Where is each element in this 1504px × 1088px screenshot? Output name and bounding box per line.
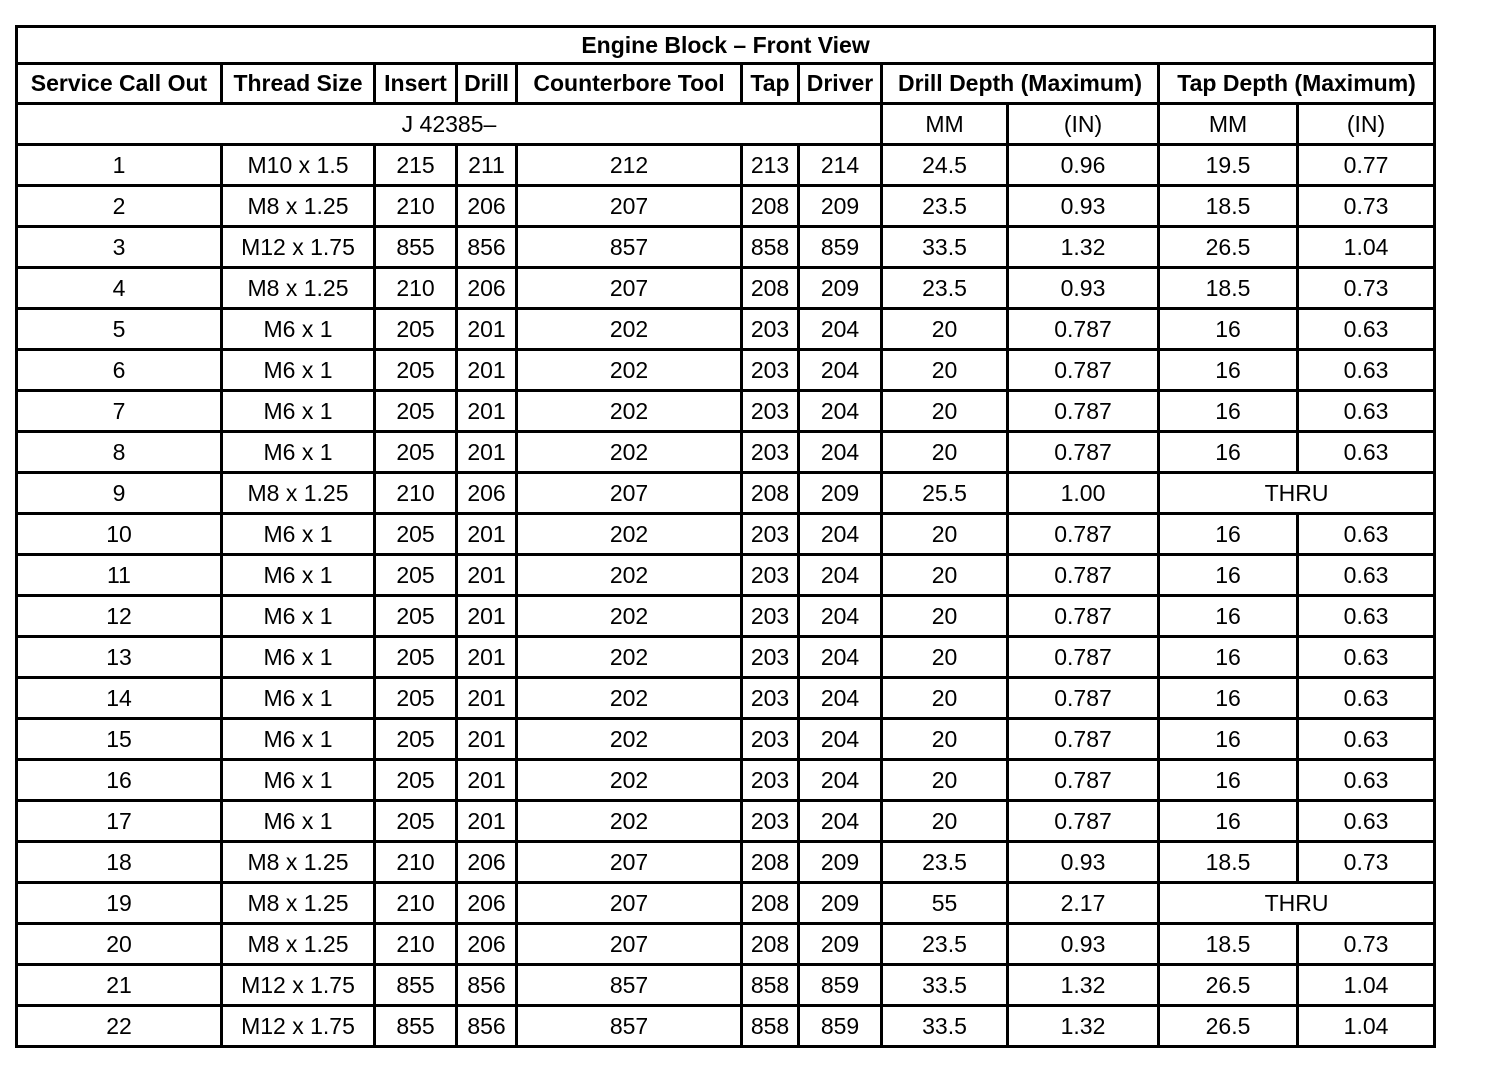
driver-cell: 209	[799, 473, 882, 514]
insert-cell: 210	[375, 186, 457, 227]
callout-cell: 1	[17, 145, 222, 186]
drill-cell: 206	[457, 883, 517, 924]
tap-cell: 203	[742, 596, 799, 637]
insert-cell: 210	[375, 842, 457, 883]
tap-depth-in-cell: 0.63	[1298, 637, 1435, 678]
tap-depth-in-cell: 0.63	[1298, 760, 1435, 801]
table-row	[17, 555, 1435, 596]
thread-size-cell: M8 x 1.25	[222, 186, 375, 227]
tap-depth-in-cell: 0.77	[1298, 145, 1435, 186]
insert-cell: 210	[375, 924, 457, 965]
drill-depth-in-cell: 0.787	[1008, 555, 1159, 596]
callout-cell: 15	[17, 719, 222, 760]
counterbore-cell: 207	[517, 842, 742, 883]
driver-cell: 859	[799, 965, 882, 1006]
drill-depth-mm-cell: 20	[882, 637, 1008, 678]
callout-cell: 7	[17, 391, 222, 432]
drill-depth-in-cell: 1.00	[1008, 473, 1159, 514]
thread-size-cell: M6 x 1	[222, 760, 375, 801]
tap-depth-mm-cell: 16	[1159, 555, 1298, 596]
tap-cell: 203	[742, 637, 799, 678]
tap-cell: 208	[742, 883, 799, 924]
driver-cell: 204	[799, 760, 882, 801]
drill-cell: 856	[457, 965, 517, 1006]
counterbore-cell: 202	[517, 760, 742, 801]
counterbore-cell: 857	[517, 1006, 742, 1047]
drill-depth-in-cell: 1.32	[1008, 965, 1159, 1006]
callout-cell: 20	[17, 924, 222, 965]
counterbore-cell: 202	[517, 514, 742, 555]
thread-size-cell: M6 x 1	[222, 678, 375, 719]
drill-depth-in-cell: 0.93	[1008, 842, 1159, 883]
tap-cell: 203	[742, 309, 799, 350]
tap-cell: 203	[742, 719, 799, 760]
thread-size-cell: M6 x 1	[222, 719, 375, 760]
drill-depth-in-cell: 0.93	[1008, 186, 1159, 227]
tap-cell: 208	[742, 268, 799, 309]
thread-size-cell: M6 x 1	[222, 391, 375, 432]
callout-cell: 13	[17, 637, 222, 678]
drill-cell: 201	[457, 432, 517, 473]
callout-cell: 11	[17, 555, 222, 596]
drill-cell: 201	[457, 391, 517, 432]
tap-cell: 858	[742, 227, 799, 268]
drill-cell: 206	[457, 473, 517, 514]
tap-cell: 213	[742, 145, 799, 186]
callout-cell: 22	[17, 1006, 222, 1047]
insert-cell: 205	[375, 719, 457, 760]
tap-depth-mm-cell: 16	[1159, 391, 1298, 432]
tap-depth-mm-cell: 18.5	[1159, 268, 1298, 309]
counterbore-cell: 207	[517, 186, 742, 227]
tap-depth-mm-cell: 18.5	[1159, 924, 1298, 965]
header-service-call-out: Service Call Out	[17, 64, 222, 104]
table-row	[17, 391, 1435, 432]
counterbore-cell: 202	[517, 801, 742, 842]
driver-cell: 209	[799, 924, 882, 965]
tap-depth-mm-cell: 16	[1159, 350, 1298, 391]
drill-depth-mm-cell: 33.5	[882, 965, 1008, 1006]
drill-depth-mm-cell: 24.5	[882, 145, 1008, 186]
tap-depth-in-cell: 1.04	[1298, 1006, 1435, 1047]
header-thread-size: Thread Size	[222, 64, 375, 104]
drill-depth-in-cell: 0.787	[1008, 309, 1159, 350]
tap-depth-in-cell: 1.04	[1298, 965, 1435, 1006]
tap-depth-mm-cell: 16	[1159, 760, 1298, 801]
drill-depth-in-cell: 1.32	[1008, 227, 1159, 268]
header-row	[17, 64, 1435, 104]
drill-cell: 211	[457, 145, 517, 186]
drill-cell: 856	[457, 1006, 517, 1047]
tap-cell: 208	[742, 842, 799, 883]
drill-depth-mm-cell: 20	[882, 719, 1008, 760]
drill-depth-mm-cell: 20	[882, 350, 1008, 391]
drill-cell: 201	[457, 555, 517, 596]
drill-depth-mm-cell: 33.5	[882, 227, 1008, 268]
table-row	[17, 145, 1435, 186]
table-row	[17, 637, 1435, 678]
insert-cell: 205	[375, 637, 457, 678]
driver-cell: 204	[799, 514, 882, 555]
tap-depth-in-cell: 0.73	[1298, 842, 1435, 883]
counterbore-cell: 202	[517, 637, 742, 678]
drill-cell: 201	[457, 350, 517, 391]
tap-depth-mm-cell: 16	[1159, 514, 1298, 555]
counterbore-cell: 202	[517, 678, 742, 719]
tap-depth-in-cell: 0.73	[1298, 186, 1435, 227]
thread-size-cell: M6 x 1	[222, 555, 375, 596]
tap-depth-mm-cell: 18.5	[1159, 186, 1298, 227]
callout-cell: 4	[17, 268, 222, 309]
tap-depth-mm-cell: 19.5	[1159, 145, 1298, 186]
tool-prefix: J 42385–	[17, 104, 882, 145]
insert-cell: 205	[375, 432, 457, 473]
thread-size-cell: M8 x 1.25	[222, 883, 375, 924]
drill-cell: 856	[457, 227, 517, 268]
drill-depth-in-cell: 0.93	[1008, 924, 1159, 965]
drill-cell: 201	[457, 801, 517, 842]
insert-cell: 205	[375, 678, 457, 719]
tap-depth-mm-cell: 16	[1159, 678, 1298, 719]
tap-depth-mm-cell: 16	[1159, 801, 1298, 842]
tap-cell: 858	[742, 965, 799, 1006]
drill-depth-mm-cell: 20	[882, 760, 1008, 801]
thread-size-cell: M6 x 1	[222, 801, 375, 842]
drill-depth-in-cell: 0.787	[1008, 760, 1159, 801]
insert-cell: 855	[375, 227, 457, 268]
drill-depth-in-cell: 0.787	[1008, 596, 1159, 637]
drill-depth-in-cell: 0.787	[1008, 801, 1159, 842]
drill-cell: 206	[457, 842, 517, 883]
tap-depth-in-cell: 0.63	[1298, 432, 1435, 473]
thread-size-cell: M8 x 1.25	[222, 924, 375, 965]
insert-cell: 205	[375, 514, 457, 555]
thread-size-cell: M8 x 1.25	[222, 268, 375, 309]
tap-depth-mm-cell: 16	[1159, 432, 1298, 473]
counterbore-cell: 212	[517, 145, 742, 186]
callout-cell: 10	[17, 514, 222, 555]
table-row	[17, 924, 1435, 965]
driver-cell: 204	[799, 678, 882, 719]
driver-cell: 204	[799, 555, 882, 596]
tap-depth-in-cell: 0.73	[1298, 924, 1435, 965]
drill-depth-mm-cell: 23.5	[882, 268, 1008, 309]
counterbore-cell: 857	[517, 965, 742, 1006]
insert-cell: 205	[375, 801, 457, 842]
insert-cell: 215	[375, 145, 457, 186]
callout-cell: 8	[17, 432, 222, 473]
drill-cell: 206	[457, 924, 517, 965]
tap-depth-in-cell: 0.73	[1298, 268, 1435, 309]
table-row	[17, 965, 1435, 1006]
driver-cell: 209	[799, 883, 882, 924]
callout-cell: 19	[17, 883, 222, 924]
tap-depth-in-cell: 0.63	[1298, 596, 1435, 637]
tap-depth-mm-cell: 26.5	[1159, 965, 1298, 1006]
tap-cell: 203	[742, 514, 799, 555]
insert-cell: 210	[375, 268, 457, 309]
driver-cell: 859	[799, 227, 882, 268]
drill-depth-mm-cell: 20	[882, 514, 1008, 555]
tap-cell: 203	[742, 555, 799, 596]
drill-depth-mm-cell: 20	[882, 678, 1008, 719]
drill-depth-mm-cell: 20	[882, 801, 1008, 842]
drill-depth-in-cell: 0.787	[1008, 514, 1159, 555]
insert-cell: 855	[375, 965, 457, 1006]
tap-depth-mm-cell: 26.5	[1159, 227, 1298, 268]
insert-cell: 210	[375, 473, 457, 514]
drill-cell: 201	[457, 637, 517, 678]
driver-cell: 209	[799, 268, 882, 309]
tap-cell: 203	[742, 801, 799, 842]
table-row	[17, 432, 1435, 473]
tap-cell: 208	[742, 924, 799, 965]
drill-depth-in-cell: 0.787	[1008, 637, 1159, 678]
header-insert: Insert	[375, 64, 457, 104]
tap-depth-mm-cell: 18.5	[1159, 842, 1298, 883]
insert-cell: 205	[375, 596, 457, 637]
table-row	[17, 268, 1435, 309]
table-row	[17, 1006, 1435, 1047]
unit-tap-mm: MM	[1159, 104, 1298, 145]
insert-cell: 855	[375, 1006, 457, 1047]
table-row	[17, 227, 1435, 268]
drill-depth-mm-cell: 20	[882, 391, 1008, 432]
drill-cell: 206	[457, 268, 517, 309]
callout-cell: 3	[17, 227, 222, 268]
driver-cell: 209	[799, 186, 882, 227]
drill-cell: 201	[457, 514, 517, 555]
tap-depth-mm-cell: 16	[1159, 596, 1298, 637]
callout-cell: 12	[17, 596, 222, 637]
drill-cell: 201	[457, 309, 517, 350]
tap-depth-in-cell: 0.63	[1298, 555, 1435, 596]
drill-depth-mm-cell: 33.5	[882, 1006, 1008, 1047]
thread-size-cell: M12 x 1.75	[222, 227, 375, 268]
insert-cell: 205	[375, 555, 457, 596]
table-row	[17, 678, 1435, 719]
thread-size-cell: M6 x 1	[222, 350, 375, 391]
table-title: Engine Block – Front View	[17, 27, 1435, 64]
drill-cell: 201	[457, 596, 517, 637]
table-row	[17, 350, 1435, 391]
header-tap-depth: Tap Depth (Maximum)	[1159, 64, 1435, 104]
tap-depth-mm-cell: 16	[1159, 309, 1298, 350]
insert-cell: 205	[375, 350, 457, 391]
tap-cell: 858	[742, 1006, 799, 1047]
driver-cell: 204	[799, 719, 882, 760]
drill-depth-in-cell: 0.787	[1008, 432, 1159, 473]
drill-depth-mm-cell: 20	[882, 555, 1008, 596]
tap-depth-mm-cell: 16	[1159, 719, 1298, 760]
driver-cell: 204	[799, 391, 882, 432]
counterbore-cell: 207	[517, 883, 742, 924]
drill-depth-in-cell: 0.787	[1008, 719, 1159, 760]
counterbore-cell: 202	[517, 309, 742, 350]
callout-cell: 21	[17, 965, 222, 1006]
thread-size-cell: M6 x 1	[222, 514, 375, 555]
counterbore-cell: 202	[517, 555, 742, 596]
title-row	[17, 27, 1435, 64]
drill-cell: 201	[457, 719, 517, 760]
driver-cell: 204	[799, 309, 882, 350]
thread-size-cell: M6 x 1	[222, 637, 375, 678]
tap-depth-thru-cell: THRU	[1159, 473, 1435, 514]
engine-block-spec-table	[15, 25, 1436, 1048]
drill-cell: 206	[457, 186, 517, 227]
tap-depth-in-cell: 0.63	[1298, 719, 1435, 760]
callout-cell: 6	[17, 350, 222, 391]
driver-cell: 204	[799, 596, 882, 637]
drill-depth-mm-cell: 23.5	[882, 842, 1008, 883]
drill-depth-in-cell: 2.17	[1008, 883, 1159, 924]
tap-cell: 203	[742, 760, 799, 801]
tap-depth-in-cell: 0.63	[1298, 350, 1435, 391]
drill-depth-in-cell: 0.96	[1008, 145, 1159, 186]
table-row	[17, 883, 1435, 924]
table-body	[17, 145, 1435, 1047]
table-row	[17, 473, 1435, 514]
thread-size-cell: M6 x 1	[222, 596, 375, 637]
thread-size-cell: M8 x 1.25	[222, 842, 375, 883]
thread-size-cell: M12 x 1.75	[222, 965, 375, 1006]
thread-size-cell: M6 x 1	[222, 309, 375, 350]
table-row	[17, 596, 1435, 637]
counterbore-cell: 202	[517, 432, 742, 473]
drill-depth-mm-cell: 23.5	[882, 924, 1008, 965]
counterbore-cell: 207	[517, 268, 742, 309]
drill-depth-mm-cell: 20	[882, 432, 1008, 473]
insert-cell: 205	[375, 391, 457, 432]
table-row	[17, 186, 1435, 227]
tap-depth-in-cell: 0.63	[1298, 391, 1435, 432]
tap-depth-mm-cell: 26.5	[1159, 1006, 1298, 1047]
tap-cell: 203	[742, 391, 799, 432]
tap-depth-in-cell: 0.63	[1298, 309, 1435, 350]
counterbore-cell: 857	[517, 227, 742, 268]
unit-tap-in: (IN)	[1298, 104, 1435, 145]
driver-cell: 214	[799, 145, 882, 186]
driver-cell: 204	[799, 432, 882, 473]
drill-depth-in-cell: 0.787	[1008, 678, 1159, 719]
tap-cell: 203	[742, 432, 799, 473]
tap-depth-in-cell: 0.63	[1298, 514, 1435, 555]
callout-cell: 9	[17, 473, 222, 514]
tap-cell: 203	[742, 678, 799, 719]
table-row	[17, 309, 1435, 350]
counterbore-cell: 202	[517, 596, 742, 637]
header-drill-depth: Drill Depth (Maximum)	[882, 64, 1159, 104]
driver-cell: 204	[799, 801, 882, 842]
thread-size-cell: M12 x 1.75	[222, 1006, 375, 1047]
thread-size-cell: M8 x 1.25	[222, 473, 375, 514]
drill-depth-in-cell: 0.787	[1008, 391, 1159, 432]
counterbore-cell: 202	[517, 719, 742, 760]
header-drill: Drill	[457, 64, 517, 104]
drill-cell: 201	[457, 760, 517, 801]
counterbore-cell: 207	[517, 924, 742, 965]
drill-cell: 201	[457, 678, 517, 719]
callout-cell: 14	[17, 678, 222, 719]
insert-cell: 210	[375, 883, 457, 924]
unit-drill-mm: MM	[882, 104, 1008, 145]
header-counterbore-tool: Counterbore Tool	[517, 64, 742, 104]
drill-depth-mm-cell: 25.5	[882, 473, 1008, 514]
table-row	[17, 719, 1435, 760]
insert-cell: 205	[375, 309, 457, 350]
callout-cell: 17	[17, 801, 222, 842]
tap-cell: 203	[742, 350, 799, 391]
drill-depth-mm-cell: 20	[882, 596, 1008, 637]
table-row	[17, 801, 1435, 842]
header-driver: Driver	[799, 64, 882, 104]
drill-depth-mm-cell: 20	[882, 309, 1008, 350]
unit-drill-in: (IN)	[1008, 104, 1159, 145]
table-row	[17, 842, 1435, 883]
tap-cell: 208	[742, 186, 799, 227]
tap-cell: 208	[742, 473, 799, 514]
tap-depth-mm-cell: 16	[1159, 637, 1298, 678]
thread-size-cell: M6 x 1	[222, 432, 375, 473]
tap-depth-in-cell: 0.63	[1298, 801, 1435, 842]
counterbore-cell: 207	[517, 473, 742, 514]
counterbore-cell: 202	[517, 391, 742, 432]
driver-cell: 204	[799, 637, 882, 678]
driver-cell: 209	[799, 842, 882, 883]
callout-cell: 5	[17, 309, 222, 350]
counterbore-cell: 202	[517, 350, 742, 391]
unit-row	[17, 104, 1435, 145]
drill-depth-mm-cell: 23.5	[882, 186, 1008, 227]
table-row	[17, 760, 1435, 801]
tap-depth-in-cell: 1.04	[1298, 227, 1435, 268]
driver-cell: 204	[799, 350, 882, 391]
callout-cell: 2	[17, 186, 222, 227]
drill-depth-in-cell: 0.93	[1008, 268, 1159, 309]
thread-size-cell: M10 x 1.5	[222, 145, 375, 186]
tap-depth-thru-cell: THRU	[1159, 883, 1435, 924]
header-tap: Tap	[742, 64, 799, 104]
drill-depth-in-cell: 1.32	[1008, 1006, 1159, 1047]
table-row	[17, 514, 1435, 555]
callout-cell: 18	[17, 842, 222, 883]
drill-depth-mm-cell: 55	[882, 883, 1008, 924]
drill-depth-in-cell: 0.787	[1008, 350, 1159, 391]
driver-cell: 859	[799, 1006, 882, 1047]
insert-cell: 205	[375, 760, 457, 801]
callout-cell: 16	[17, 760, 222, 801]
tap-depth-in-cell: 0.63	[1298, 678, 1435, 719]
